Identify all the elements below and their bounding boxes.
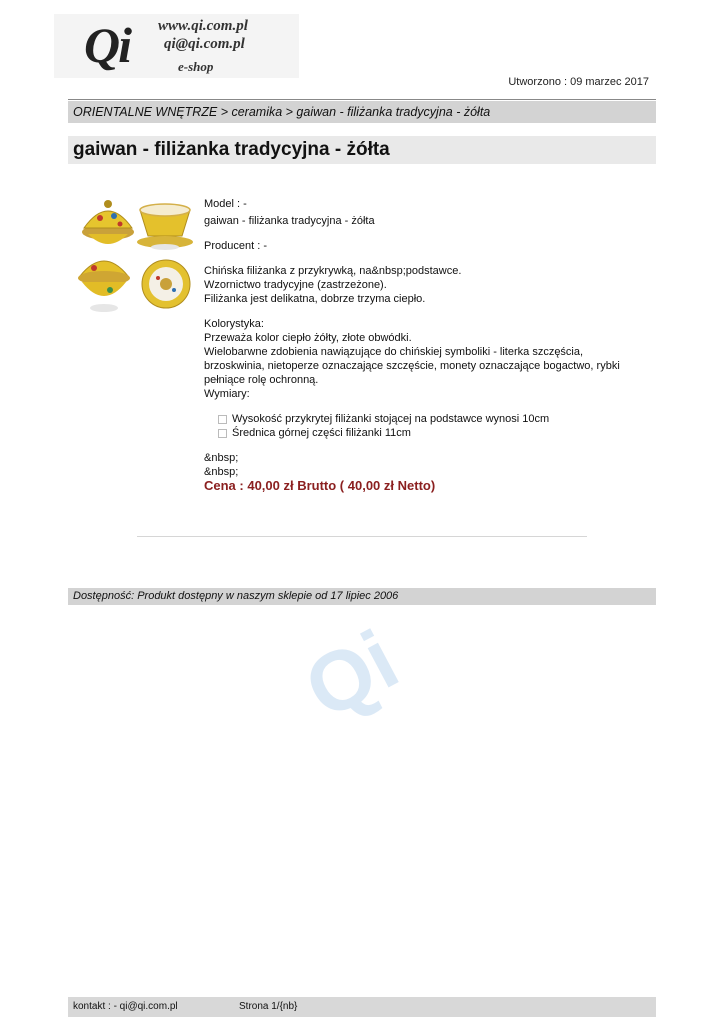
bullet-icon bbox=[218, 429, 227, 438]
producer-label: Producent : - bbox=[204, 240, 267, 252]
product-details bbox=[204, 197, 644, 493]
logo-email: qi@qi.com.pl bbox=[164, 36, 245, 52]
availability-bar: Dostępność: Produkt dostępny w naszym sklepie od 17 lipiec 2006 bbox=[68, 588, 656, 605]
desc-line: Filiżanka jest delikatna, dobrze trzyma ciepło. bbox=[204, 293, 426, 305]
nbsp-text: &nbsp; bbox=[204, 466, 239, 478]
bullet-icon bbox=[218, 415, 227, 424]
desc-line: Chińska filiżanka z przykrywką, na&nbsp;podstawce. bbox=[204, 265, 462, 277]
footer bbox=[68, 997, 656, 1017]
footer-page-number: Strona 1/{nb} bbox=[239, 1001, 298, 1012]
colors-line: Przeważa kolor ciepło żółty, złote obwódki. bbox=[204, 332, 412, 344]
page-title: gaiwan - filiżanka tradycyjna - żółta bbox=[73, 139, 390, 160]
dimensions-heading: Wymiary: bbox=[204, 388, 250, 400]
qi-watermark bbox=[289, 612, 413, 737]
logo-eshop: e-shop bbox=[178, 59, 214, 74]
price: Cena : 40,00 zł Brutto ( 40,00 zł Netto) bbox=[204, 478, 436, 493]
shop-logo bbox=[54, 14, 299, 78]
footer-contact: kontakt : - qi@qi.com.pl bbox=[73, 1001, 178, 1012]
dimension-text: Wysokość przykrytej filiżanki stojącej na podstawce wynosi 10cm bbox=[232, 413, 550, 425]
logo-url: www.qi.com.pl bbox=[158, 18, 248, 34]
colors-line: Wielobarwne zdobienia nawiązujące do chińskiej symboliki - literka szczęścia, brzoskwinia, nietoperze oznaczające szczęście, monety oznaczające bogactwo, rybki pełniące rolę ochronną. bbox=[204, 346, 620, 386]
breadcrumb: ORIENTALNE WNĘTRZE > ceramika > gaiwan - filiżanka tradycyjna - żółta bbox=[68, 101, 656, 123]
created-date: Utworzono : 09 marzec 2017 bbox=[508, 76, 649, 88]
product-image bbox=[78, 192, 194, 318]
nbsp-text: &nbsp; bbox=[204, 452, 239, 464]
content-divider bbox=[137, 536, 587, 537]
dimension-text: Średnica górnej części filiżanki 11cm bbox=[232, 427, 411, 439]
dimension-item bbox=[218, 426, 644, 440]
watermark-text: Qi bbox=[289, 612, 413, 737]
header-divider bbox=[68, 99, 656, 100]
colors-heading: Kolorystyka: bbox=[204, 318, 264, 330]
dimension-item bbox=[218, 412, 644, 426]
model-label: Model : - bbox=[204, 198, 247, 210]
desc-line: Wzornictwo tradycyjne (zastrzeżone). bbox=[204, 279, 387, 291]
model-name: gaiwan - filiżanka tradycyjna - żółta bbox=[204, 215, 375, 227]
logo-letters: Qi bbox=[84, 17, 130, 73]
